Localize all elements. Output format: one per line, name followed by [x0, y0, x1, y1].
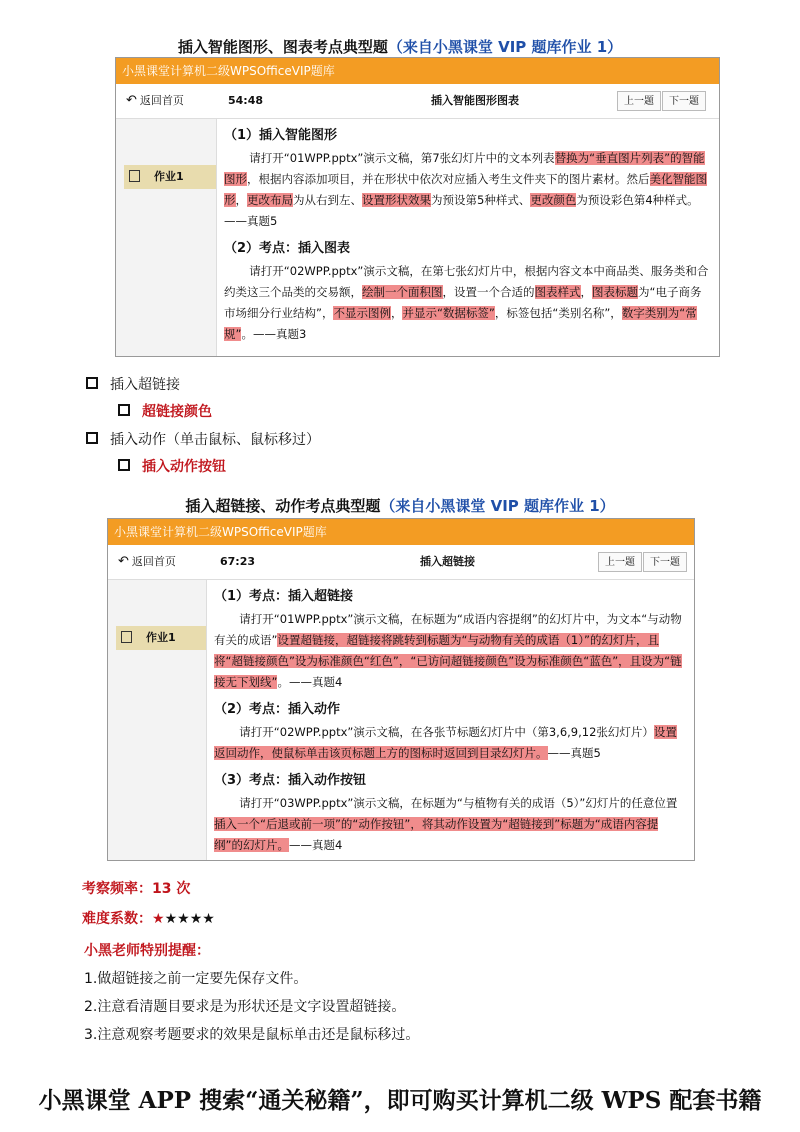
checklist-label: 超链接颜色 [142, 404, 212, 420]
back-home-button[interactable] [118, 545, 176, 579]
star-icon: ★ [164, 911, 178, 927]
text-segment: 请打开“01WPP.pptx”演示文稿，在标题为“成语内容提纲”的幻灯片中，为文本“与动物有关的成语” [214, 612, 682, 647]
checkbox-icon [118, 459, 130, 471]
footer-ad: 小黑课堂 APP 搜索“通关秘籍”，即可购买计算机二级 WPS 配套书籍 [38, 1087, 762, 1114]
sidebar-item-label: 作业1 [146, 631, 176, 644]
question-content [206, 580, 694, 860]
question-heading: （1）插入智能图形 [224, 128, 338, 143]
question-text [224, 148, 711, 232]
back-home-button[interactable] [126, 84, 184, 118]
text-segment: 请打开“01WPP.pptx”演示文稿，第7张幻灯片中的文本列表 [249, 151, 555, 165]
highlight-segment: 更改颜色 [530, 193, 577, 207]
question-heading: （1）考点：插入超链接 [214, 589, 354, 604]
sidebar [108, 580, 207, 860]
difficulty-stars [152, 911, 215, 927]
app-toolbar [116, 84, 719, 119]
question-text [214, 722, 686, 764]
checklist-item-action[interactable] [86, 429, 320, 449]
text-segment: 。——真题4 [277, 675, 343, 689]
text-segment: 为预设第5种样式、 [431, 193, 531, 207]
app-window-2 [107, 518, 695, 861]
section1-heading-source: （来自小黑课堂 VIP 题库作业 1） [387, 38, 623, 56]
question-text [224, 261, 711, 345]
tip-item: 3.注意观察考题要求的效果是鼠标单击还是鼠标移过。 [84, 1027, 420, 1043]
section2-heading-source: （来自小黑课堂 VIP 题库作业 1） [380, 497, 615, 515]
text-segment: ， [235, 193, 247, 207]
highlight-segment: 更改布局 [247, 193, 293, 207]
next-question-button[interactable]: 下一题 [643, 552, 687, 572]
question-text [214, 609, 686, 693]
back-arrow-icon: ↶ [118, 554, 129, 569]
text-segment: 为从右到左、 [293, 193, 362, 207]
text-segment: ， [390, 306, 403, 320]
star-icon: ★ [177, 911, 190, 927]
section2-heading [0, 495, 800, 516]
checklist-label: 插入超链接 [110, 377, 180, 393]
document-icon [129, 170, 140, 182]
text-segment: 请打开“03WPP.pptx”演示文稿，在标题为“与植物有关的成语（5）”幻灯片的任意位置 [239, 796, 678, 810]
question-text [214, 793, 686, 856]
question-content [216, 119, 719, 356]
highlight-segment: 插入一个“后退或前一项”的“动作按钮”，将其动作设置为“超链接到”标题为“成语内容提纲”的幻灯片。 [214, 817, 659, 852]
section1-heading [0, 36, 800, 57]
question-title: 插入超链接 [420, 555, 475, 568]
checkbox-icon [86, 432, 98, 444]
frequency-value: 13 次 [152, 881, 191, 897]
highlight-segment: 设置超链接，超链接将跳转到标题为“与动物有关的成语（1）”的幻灯片，且将“超链接颜色”设为标准颜色“红色”，“已访问超链接颜色”设为标准颜色“蓝色”，且设为“链接无下划线” [214, 633, 682, 689]
prev-question-button[interactable]: 上一题 [598, 552, 642, 572]
highlight-segment: 不显示图例 [333, 306, 391, 320]
difficulty-label: 难度系数： [82, 911, 152, 927]
back-home-label: 返回首页 [139, 94, 184, 107]
highlight-segment: 并显示“数据标签” [402, 306, 495, 320]
checklist-subitem-action-button[interactable] [118, 456, 226, 476]
text-segment: 为预设彩色第4种样式。——真题5 [224, 193, 699, 228]
highlight-segment: 数字类别为“常规” [224, 306, 697, 341]
star-icon: ★ [202, 911, 215, 927]
tip-item: 2.注意看清题目要求是为形状还是文字设置超链接。 [84, 999, 406, 1015]
question-heading: （3）考点：插入动作按钮 [214, 773, 367, 788]
tip-item: 1.做超链接之前一定要先保存文件。 [84, 971, 308, 987]
highlight-segment: 美化智能图形 [224, 172, 707, 207]
section1-heading-main: 插入智能图形、图表考点典型题 [177, 38, 388, 56]
difficulty [82, 908, 215, 928]
section2-heading-main: 插入超链接、动作考点典型题 [185, 497, 381, 515]
text-segment: 请打开“02WPP.pptx”演示文稿，在各张节标题幻灯片中（第3,6,9,12张幻灯片） [239, 725, 654, 739]
sidebar-item-homework1[interactable] [124, 165, 216, 189]
next-question-button[interactable]: 下一题 [662, 91, 706, 111]
text-segment: ，根据内容添加项目，并在形状中依次对应插入考生文件夹下的图片素材。然后 [247, 172, 650, 186]
timer: 54:48 [228, 94, 264, 107]
app-title-bar: 小黑课堂计算机二级WPSOfficeVIP题库 [116, 58, 719, 84]
text-segment: ，设置一个合适的 [442, 285, 535, 299]
sidebar-item-label: 作业1 [154, 170, 184, 183]
prev-question-button[interactable]: 上一题 [617, 91, 661, 111]
highlight-segment: 图表样式 [534, 285, 581, 299]
text-segment: ——真题5 [547, 746, 601, 760]
tips-title: 小黑老师特别提醒： [84, 943, 210, 959]
sidebar [116, 119, 217, 356]
checklist-label: 插入动作按钮 [142, 459, 226, 475]
sidebar-item-homework1[interactable] [116, 626, 206, 650]
app-toolbar [108, 545, 694, 580]
back-home-label: 返回首页 [131, 555, 176, 568]
checklist-label: 插入动作（单击鼠标、鼠标移过） [110, 432, 320, 448]
question-title: 插入智能图形图表 [431, 94, 519, 107]
highlight-segment: 设置形状效果 [362, 193, 431, 207]
question-heading: （2）考点：插入图表 [224, 241, 351, 256]
text-segment: 。——真题3 [241, 327, 307, 341]
checklist-item-hyperlink[interactable] [86, 374, 180, 394]
text-segment: 为“电子商务市场细分行业结构”， [224, 285, 702, 320]
text-segment: ， [580, 285, 592, 299]
highlight-segment: 替换为“垂直图片列表”的智能图形 [224, 151, 705, 186]
app-title-bar: 小黑课堂计算机二级WPSOfficeVIP题库 [108, 519, 694, 545]
timer: 67:23 [220, 555, 256, 568]
checkbox-icon [86, 377, 98, 389]
question-heading: （2）考点：插入动作 [214, 702, 341, 717]
back-arrow-icon: ↶ [126, 93, 137, 108]
text-segment: ，标签包括“类别名称”， [494, 306, 622, 320]
text-segment: ——真题4 [288, 838, 343, 852]
checklist-subitem-hyperlink-color[interactable] [118, 401, 212, 421]
highlight-segment: 设置返回动作，使鼠标单击该页标题上方的图标时返回到目录幻灯片。 [214, 725, 677, 760]
document-icon [121, 631, 132, 643]
app-window-1 [115, 57, 720, 357]
highlight-segment: 图表标题 [592, 285, 638, 299]
checkbox-icon [118, 404, 130, 416]
exam-frequency [82, 878, 190, 898]
star-icon: ★ [152, 911, 165, 927]
text-segment: 请打开“02WPP.pptx”演示文稿，在第七张幻灯片中，根据内容文本中商品类、服务类和合约类这三个品类的交易额， [224, 264, 709, 299]
frequency-label: 考察频率： [82, 881, 152, 897]
highlight-segment: 绘制一个面积图 [362, 285, 443, 299]
star-icon: ★ [189, 911, 203, 927]
